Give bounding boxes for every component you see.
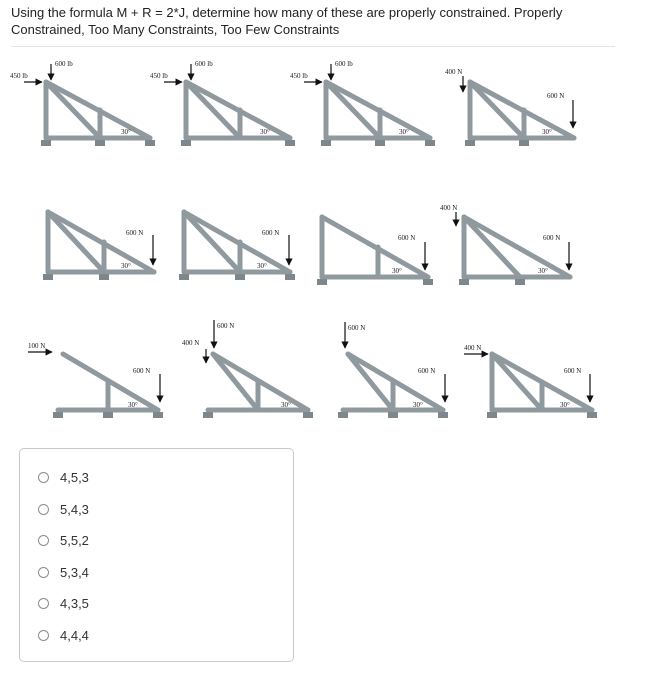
truss-r3-1 — [58, 354, 158, 410]
label-r3-1-angle: 30° — [128, 401, 138, 409]
divider — [11, 46, 615, 47]
label-r3-1-load: 600 N — [133, 367, 151, 375]
supports-r1-4 — [465, 140, 529, 146]
option-1[interactable] — [38, 502, 89, 517]
label-r1-4-angle: 30° — [542, 128, 552, 136]
label-r2-1-load: 600 N — [126, 229, 144, 237]
label-r1-1-side: 450 lb — [10, 72, 28, 80]
truss-r1-4 — [470, 82, 574, 138]
radio-button[interactable] — [38, 630, 49, 641]
supports-r3-1 — [53, 412, 163, 418]
supports-r3-2 — [203, 412, 313, 418]
supports-r1-2 — [181, 140, 295, 146]
truss-r3-3 — [343, 354, 443, 410]
supports-r2-3 — [317, 279, 433, 285]
label-r2-1-angle: 30° — [121, 262, 131, 270]
truss-r2-4 — [464, 217, 570, 277]
radio-button[interactable] — [38, 598, 49, 609]
label-r3-3-load: 600 N — [418, 367, 436, 375]
option-4[interactable] — [38, 596, 89, 611]
label-r3-4-angle: 30° — [560, 401, 570, 409]
label-r2-3-angle: 30° — [392, 267, 402, 275]
label-r1-3-top: 600 lb — [335, 60, 353, 68]
label-r1-2-top: 600 lb — [195, 60, 213, 68]
answer-options — [19, 448, 294, 662]
label-r3-3-top: 600 N — [348, 324, 366, 332]
option-label: 4,5,3 — [60, 470, 89, 485]
truss-diagram — [8, 52, 608, 432]
option-label: 5,4,3 — [60, 502, 89, 517]
option-label: 5,3,4 — [60, 565, 89, 580]
label-r1-1-top: 600 lb — [55, 60, 73, 68]
question-text: Using the formula M + R = 2*J, determine how many of these are properly constrained. Properly Constrained, Too Many Constraints, Too Few Constraints — [11, 5, 563, 37]
label-r2-4-load: 600 N — [543, 234, 561, 242]
radio-button[interactable] — [38, 472, 49, 483]
option-label: 4,3,5 — [60, 596, 89, 611]
radio-button[interactable] — [38, 567, 49, 578]
truss-r2-2 — [184, 212, 290, 272]
option-label: 4,4,4 — [60, 628, 89, 643]
label-r2-2-angle: 30° — [257, 262, 267, 270]
label-r1-3-angle: 30° — [399, 128, 409, 136]
radio-button[interactable] — [38, 535, 49, 546]
truss-r1-1 — [46, 82, 150, 138]
label-r2-3-load: 600 N — [398, 234, 416, 242]
truss-r3-4 — [492, 354, 592, 410]
label-r3-1-side: 100 N — [28, 342, 46, 350]
option-label: 5,5,2 — [60, 533, 89, 548]
truss-r2-3 — [322, 217, 428, 277]
radio-button[interactable] — [38, 504, 49, 515]
label-r1-2-side: 450 lb — [150, 72, 168, 80]
supports-r1-1 — [41, 140, 155, 146]
supports-r1-3 — [321, 140, 435, 146]
supports-r2-2 — [179, 274, 295, 280]
truss-figure — [8, 52, 608, 432]
supports-r3-4 — [487, 412, 597, 418]
label-r2-4-angle: 30° — [538, 267, 548, 275]
label-r3-2-top: 600 N — [217, 322, 235, 330]
label-r1-4-top: 400 N — [445, 68, 463, 76]
label-r1-1-angle: 30° — [121, 128, 131, 136]
truss-r1-3 — [326, 82, 430, 138]
label-r3-3-angle: 30° — [413, 401, 423, 409]
label-r3-4-load: 600 N — [564, 367, 582, 375]
label-r3-2-angle: 30° — [281, 401, 291, 409]
label-r3-2-side: 400 N — [182, 339, 200, 347]
truss-r1-2 — [186, 82, 290, 138]
truss-r2-1 — [48, 212, 154, 272]
option-2[interactable] — [38, 533, 89, 548]
label-r2-2-load: 600 N — [262, 229, 280, 237]
truss-r3-2 — [208, 354, 308, 410]
supports-r3-3 — [338, 412, 448, 418]
supports-r2-1 — [43, 274, 109, 280]
supports-r2-4 — [459, 279, 525, 285]
option-0[interactable] — [38, 470, 89, 485]
label-r1-4-side: 600 N — [547, 92, 565, 100]
label-r1-3-side: 450 lb — [290, 72, 308, 80]
label-r1-2-angle: 30° — [260, 128, 270, 136]
label-r3-4-side: 400 N — [464, 344, 482, 352]
option-5[interactable] — [38, 628, 89, 643]
label-r2-4-top: 400 N — [440, 204, 458, 212]
option-3[interactable] — [38, 565, 89, 580]
